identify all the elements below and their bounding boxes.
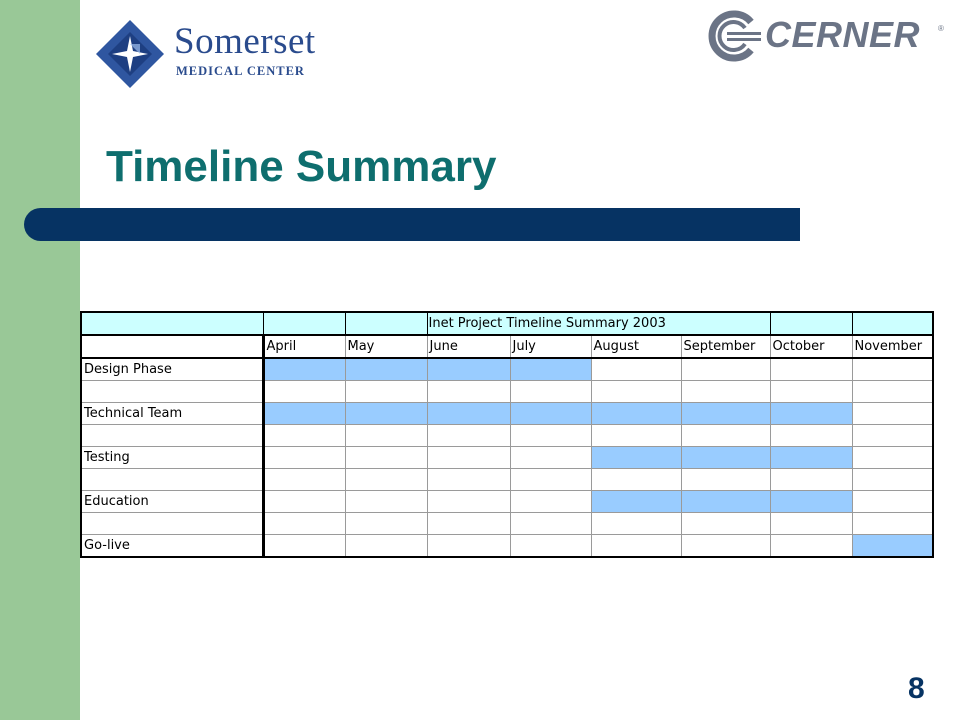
timeline-empty-cell	[852, 491, 933, 513]
timeline-empty-cell	[427, 447, 510, 469]
timeline-filled-cell	[770, 447, 852, 469]
timeline-empty-cell	[770, 425, 852, 447]
month-header: June	[427, 335, 510, 358]
timeline-empty-cell	[263, 381, 345, 403]
timeline-empty-cell	[852, 447, 933, 469]
timeline-row	[81, 358, 933, 381]
phase-label: Design Phase	[81, 358, 263, 381]
timeline-filled-cell	[681, 491, 770, 513]
timeline-title: Inet Project Timeline Summary 2003	[427, 312, 770, 335]
blank-cell	[345, 312, 427, 335]
timeline-empty-cell	[852, 469, 933, 491]
timeline-empty-cell	[263, 491, 345, 513]
timeline-empty-cell	[427, 491, 510, 513]
timeline-empty-cell	[681, 358, 770, 381]
timeline-empty-cell	[852, 425, 933, 447]
timeline-empty-cell	[852, 381, 933, 403]
timeline-empty-cell	[263, 425, 345, 447]
phase-label: Education	[81, 491, 263, 513]
timeline-empty-cell	[591, 513, 681, 535]
timeline-empty-cell	[852, 513, 933, 535]
timeline-empty-cell	[681, 425, 770, 447]
timeline-empty-cell	[345, 447, 427, 469]
timeline-filled-cell	[263, 403, 345, 425]
page-title: Timeline Summary	[106, 142, 497, 191]
title-underline-bar	[24, 208, 800, 241]
timeline-empty-cell	[345, 469, 427, 491]
timeline-filled-cell	[427, 358, 510, 381]
timeline-empty-cell	[770, 358, 852, 381]
timeline-empty-cell	[427, 381, 510, 403]
blank-cell	[263, 312, 345, 335]
timeline-empty-cell	[345, 491, 427, 513]
timeline-filled-cell	[591, 403, 681, 425]
timeline-row	[81, 381, 933, 403]
timeline-filled-cell	[427, 403, 510, 425]
star-burst-diamond-icon	[94, 18, 166, 90]
cerner-logo-name: CERNER	[765, 14, 921, 55]
blank-cell	[81, 381, 263, 403]
timeline-empty-cell	[263, 513, 345, 535]
blank-cell	[852, 312, 933, 335]
blank-cell	[770, 312, 852, 335]
timeline-empty-cell	[427, 425, 510, 447]
page-number: 8	[908, 672, 925, 705]
timeline-row	[81, 491, 933, 513]
phase-label: Technical Team	[81, 403, 263, 425]
timeline-row	[81, 403, 933, 425]
month-header: October	[770, 335, 852, 358]
timeline-empty-cell	[510, 535, 591, 558]
timeline-empty-cell	[770, 513, 852, 535]
timeline-empty-cell	[510, 381, 591, 403]
timeline-row	[81, 447, 933, 469]
timeline-filled-cell	[510, 358, 591, 381]
somerset-logo-name: Somerset	[174, 21, 316, 62]
timeline-empty-cell	[852, 358, 933, 381]
month-header: September	[681, 335, 770, 358]
timeline-empty-cell	[770, 381, 852, 403]
timeline-empty-cell	[770, 535, 852, 558]
timeline-table	[80, 311, 934, 558]
timeline-empty-cell	[263, 469, 345, 491]
month-header: May	[345, 335, 427, 358]
timeline-empty-cell	[510, 513, 591, 535]
timeline-row	[81, 425, 933, 447]
somerset-logo	[94, 14, 344, 94]
cerner-ring-icon	[705, 8, 763, 64]
timeline-empty-cell	[591, 425, 681, 447]
month-header-row	[81, 335, 933, 358]
timeline-filled-cell	[263, 358, 345, 381]
timeline-empty-cell	[510, 447, 591, 469]
timeline-empty-cell	[263, 447, 345, 469]
timeline-filled-cell	[770, 403, 852, 425]
timeline-empty-cell	[427, 535, 510, 558]
timeline-empty-cell	[591, 358, 681, 381]
timeline-empty-cell	[681, 469, 770, 491]
blank-cell	[81, 335, 263, 358]
phase-label: Testing	[81, 447, 263, 469]
timeline-empty-cell	[852, 403, 933, 425]
timeline-filled-cell	[591, 447, 681, 469]
timeline-filled-cell	[852, 535, 933, 558]
timeline-empty-cell	[591, 535, 681, 558]
blank-cell	[81, 312, 263, 335]
month-header: November	[852, 335, 933, 358]
timeline-empty-cell	[510, 491, 591, 513]
timeline-empty-cell	[591, 469, 681, 491]
timeline-empty-cell	[345, 381, 427, 403]
timeline-empty-cell	[510, 469, 591, 491]
timeline-filled-cell	[345, 358, 427, 381]
cerner-logo	[705, 8, 950, 64]
timeline-filled-cell	[681, 447, 770, 469]
timeline-empty-cell	[591, 381, 681, 403]
left-accent-stripe	[0, 0, 80, 720]
timeline-filled-cell	[681, 403, 770, 425]
timeline-empty-cell	[510, 425, 591, 447]
timeline-row	[81, 513, 933, 535]
month-header: April	[263, 335, 345, 358]
timeline-row	[81, 535, 933, 558]
timeline-filled-cell	[510, 403, 591, 425]
timeline-empty-cell	[345, 535, 427, 558]
timeline-empty-cell	[427, 469, 510, 491]
timeline-empty-cell	[681, 535, 770, 558]
blank-cell	[81, 425, 263, 447]
phase-label: Go-live	[81, 535, 263, 558]
somerset-logo-subtitle: MEDICAL CENTER	[176, 64, 305, 78]
timeline-empty-cell	[681, 513, 770, 535]
month-header: July	[510, 335, 591, 358]
timeline-empty-cell	[345, 513, 427, 535]
timeline-row	[81, 469, 933, 491]
timeline-empty-cell	[770, 469, 852, 491]
timeline-empty-cell	[681, 381, 770, 403]
timeline-empty-cell	[263, 535, 345, 558]
month-header: August	[591, 335, 681, 358]
timeline-filled-cell	[770, 491, 852, 513]
blank-cell	[81, 513, 263, 535]
timeline-filled-cell	[345, 403, 427, 425]
blank-cell	[81, 469, 263, 491]
cerner-registered-mark: ®	[938, 24, 944, 33]
timeline-empty-cell	[345, 425, 427, 447]
timeline-filled-cell	[591, 491, 681, 513]
timeline-empty-cell	[427, 513, 510, 535]
timeline-title-row	[81, 312, 933, 335]
